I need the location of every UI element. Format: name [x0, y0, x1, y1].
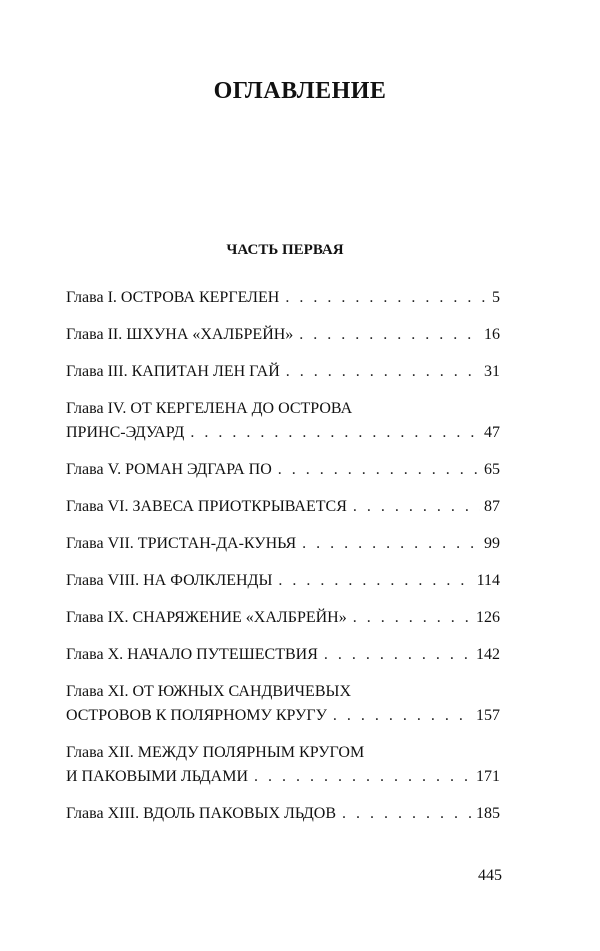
dot-leader [302, 532, 480, 556]
chapter-title: Глава II. ШХУНА «ХАЛБРЕЙН» [66, 326, 294, 343]
dot-leader [353, 495, 480, 519]
chapter-title: Глава IV. ОТ КЕРГЕЛЕНА ДО ОСТРОВА [66, 400, 353, 417]
page-number: 185 [476, 805, 500, 822]
chapter-title-continued: ПРИНС-ЭДУАРД [66, 424, 185, 441]
page-number: 65 [484, 461, 500, 478]
dot-leader [286, 360, 480, 384]
toc-entry [66, 323, 500, 347]
page-number: 5 [492, 289, 500, 306]
toc-entry [66, 532, 500, 556]
page-number: 31 [484, 363, 500, 380]
chapter-title: Глава X. НАЧАЛО ПУТЕШЕСТВИЯ [66, 646, 318, 663]
dot-leader [353, 606, 472, 630]
dot-leader [342, 802, 472, 826]
chapter-title: Глава XII. МЕЖДУ ПОЛЯРНЫМ КРУГОМ [66, 744, 365, 761]
part-heading: ЧАСТЬ ПЕРВАЯ [226, 242, 344, 258]
chapter-title: Глава V. РОМАН ЭДГАРА ПО [66, 461, 272, 478]
toc-entry [66, 802, 500, 826]
chapter-title: Глава IX. СНАРЯЖЕНИЕ «ХАЛБРЕЙН» [66, 609, 347, 626]
chapter-title: Глава III. КАПИТАН ЛЕН ГАЙ [66, 363, 280, 380]
chapter-title: Глава XI. ОТ ЮЖНЫХ САНДВИЧЕВЫХ [66, 683, 351, 700]
dot-leader [278, 569, 472, 593]
dot-leader [299, 323, 480, 347]
chapter-title: Глава I. ОСТРОВА КЕРГЕЛЕН [66, 289, 280, 306]
toc-entry [66, 360, 500, 384]
chapter-title-continued: ОСТРОВОВ К ПОЛЯРНОМУ КРУГУ [66, 707, 327, 724]
dot-leader [254, 765, 472, 789]
toc-entry [66, 495, 500, 519]
chapter-title: Глава VI. ЗАВЕСА ПРИОТКРЫВАЕТСЯ [66, 498, 347, 515]
chapter-title: Глава XIII. ВДОЛЬ ПАКОВЫХ ЛЬДОВ [66, 805, 337, 822]
toc-entry [66, 286, 500, 310]
page-folio-number: 445 [478, 867, 502, 884]
toc-entry [66, 569, 500, 593]
page-number: 16 [484, 326, 500, 343]
page-number: 171 [476, 768, 500, 785]
toc-entry [66, 458, 500, 482]
toc-entry [66, 680, 500, 728]
page-number: 114 [476, 572, 500, 589]
page-number: 142 [476, 646, 500, 663]
dot-leader [278, 458, 480, 482]
chapter-title-continued: И ПАКОВЫМИ ЛЬДАМИ [66, 768, 249, 785]
page-number: 126 [476, 609, 500, 626]
dot-leader [324, 643, 472, 667]
toc-entry [66, 741, 500, 789]
page-number: 157 [476, 707, 500, 724]
toc-entry [66, 643, 500, 667]
dot-leader [285, 286, 488, 310]
dot-leader [190, 421, 480, 445]
page-title: ОГЛАВЛЕНИЕ [213, 78, 387, 104]
toc-entry [66, 606, 500, 630]
toc-entry [66, 397, 500, 445]
page-number: 99 [484, 535, 500, 552]
chapter-title: Глава VIII. НА ФОЛКЛЕНДЫ [66, 572, 273, 589]
page-number: 47 [484, 424, 500, 441]
table-of-contents [66, 286, 500, 839]
dot-leader [333, 704, 472, 728]
chapter-title: Глава VII. ТРИСТАН-ДА-КУНЬЯ [66, 535, 297, 552]
page-number: 87 [484, 498, 500, 515]
